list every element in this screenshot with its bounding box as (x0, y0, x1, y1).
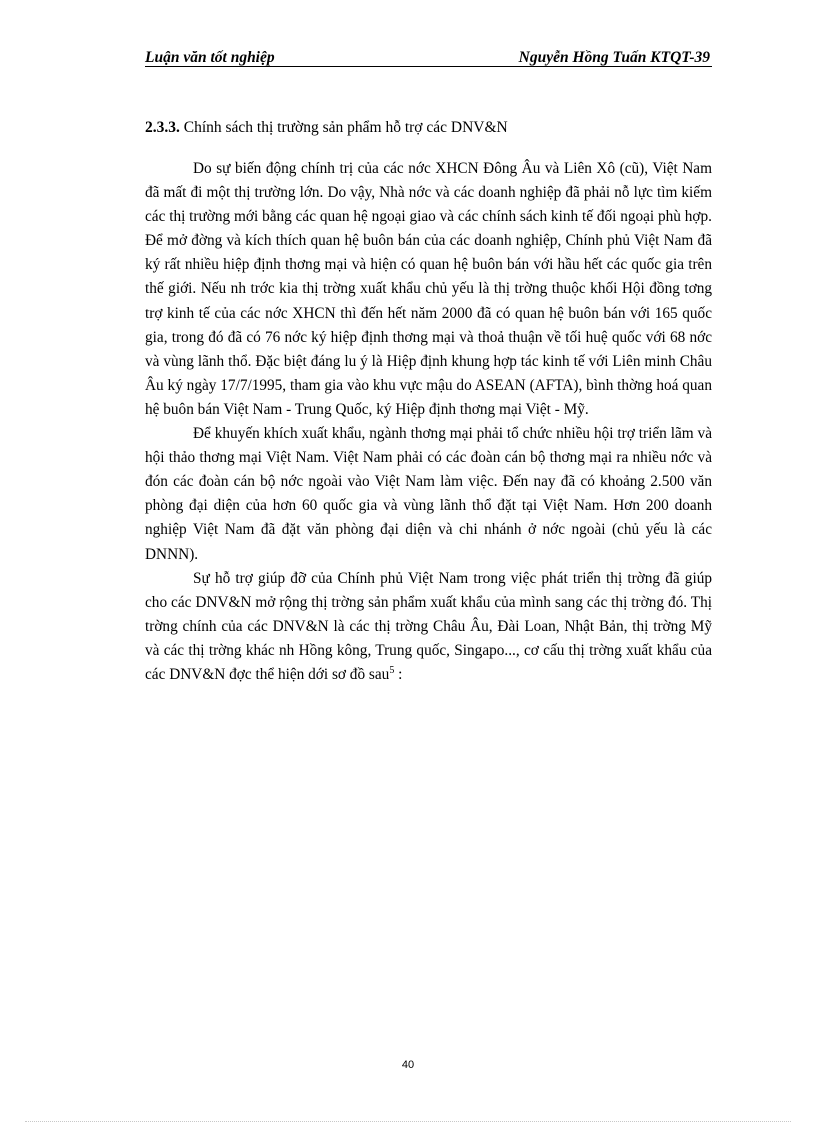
paragraph-2: Để khuyến khích xuất khẩu, ngành thơng mại phải tổ chức nhiều hội trợ triển lãm và hội thảo thơng mại Việt Nam. Việt Nam phải có các đoàn cán bộ thơng mại ra nhiều nớc và đón các đoàn cán bộ nớc ngoài vào Việt Nam làm việc. Đến nay đã có khoảng 2.500 văn phòng đại diện của hơn 60 quốc gia và vùng lãnh thổ đặt tại Việt Nam. Hơn 200 doanh nghiệp Việt Nam đã đặt văn phòng đại diện và chi nhánh ở nớc ngoài (chủ yếu là các DNNN). (145, 425, 712, 563)
page-bottom-divider (25, 1121, 791, 1122)
section-heading (145, 118, 508, 138)
paragraph-3 (145, 567, 712, 687)
page-header (145, 50, 712, 67)
section-number: 2.3.3. (145, 119, 180, 136)
body-text (145, 157, 712, 687)
header-author: Nguyễn Hồng Tuấn KTQT-39 (518, 49, 710, 66)
page-number: 40 (401, 1059, 415, 1071)
paragraph-1: Do sự biến động chính trị của các nớc XHCN Đông Âu và Liên Xô (cũ), Việt Nam đã mất đi một thị trường lớn. Do vậy, Nhà nớc và các doanh nghiệp đã phải nỗ lực tìm kiếm các thị trường mới bằng các quan hệ ngoại giao và các chính sách kinh tế đối ngoại phù hợp. Để mở đờng và kích thích quan hệ buôn bán của các doanh nghiệp, Chính phủ Việt Nam đã ký rất nhiều hiệp định thơng mại và hiện có quan hệ buôn bán với hầu hết các quốc gia trên thế giới. Nếu nh trớc kia thị trờng xuất khẩu chủ yếu là thị trờng thuộc khối Hội đồng tơng trợ kinh tế của các nớc XHCN thì đến hết năm 2000 đã có quan hệ buôn bán với 165 quốc gia, trong đó đã có 76 nớc ký hiệp định thơng mại và thoả thuận về tối huệ quốc với 68 nớc và vùng lãnh thổ. Đặc biệt đáng lu ý là Hiệp định khung hợp tác kinh tế với Liên minh Châu Âu ký ngày 17/7/1995, tham gia vào khu vực mậu do ASEAN (AFTA), bình thờng hoá quan hệ buôn bán Việt Nam - Trung Quốc, ký Hiệp định thơng mại Việt - Mỹ. (145, 160, 712, 418)
footnote-reference[interactable]: 5 (389, 664, 395, 676)
paragraph-3-end: : (394, 665, 403, 683)
paragraph-3-text: Sự hỗ trợ giúp đỡ của Chính phủ Việt Nam trong việc phát triển thị trờng đã giúp cho các DNV&N mở rộng thị trờng sản phẩm xuất khẩu của mình sang các thị trờng đó. Thị trờng chính của các DNV&N là các thị trờng Châu Âu, Đài Loan, Nhật Bản, thị trờng Mỹ và các thị trờng khác nh Hồng kông, Trung quốc, Singapo..., cơ cấu thị trờng xuất khẩu của các DNV&N đợc thể hiện dới sơ đồ sau (145, 569, 712, 683)
header-thesis-label: Luận văn tốt nghiệp (145, 49, 275, 66)
section-title: Chính sách thị trường sản phẩm hỗ trợ các DNV&N (183, 119, 508, 136)
